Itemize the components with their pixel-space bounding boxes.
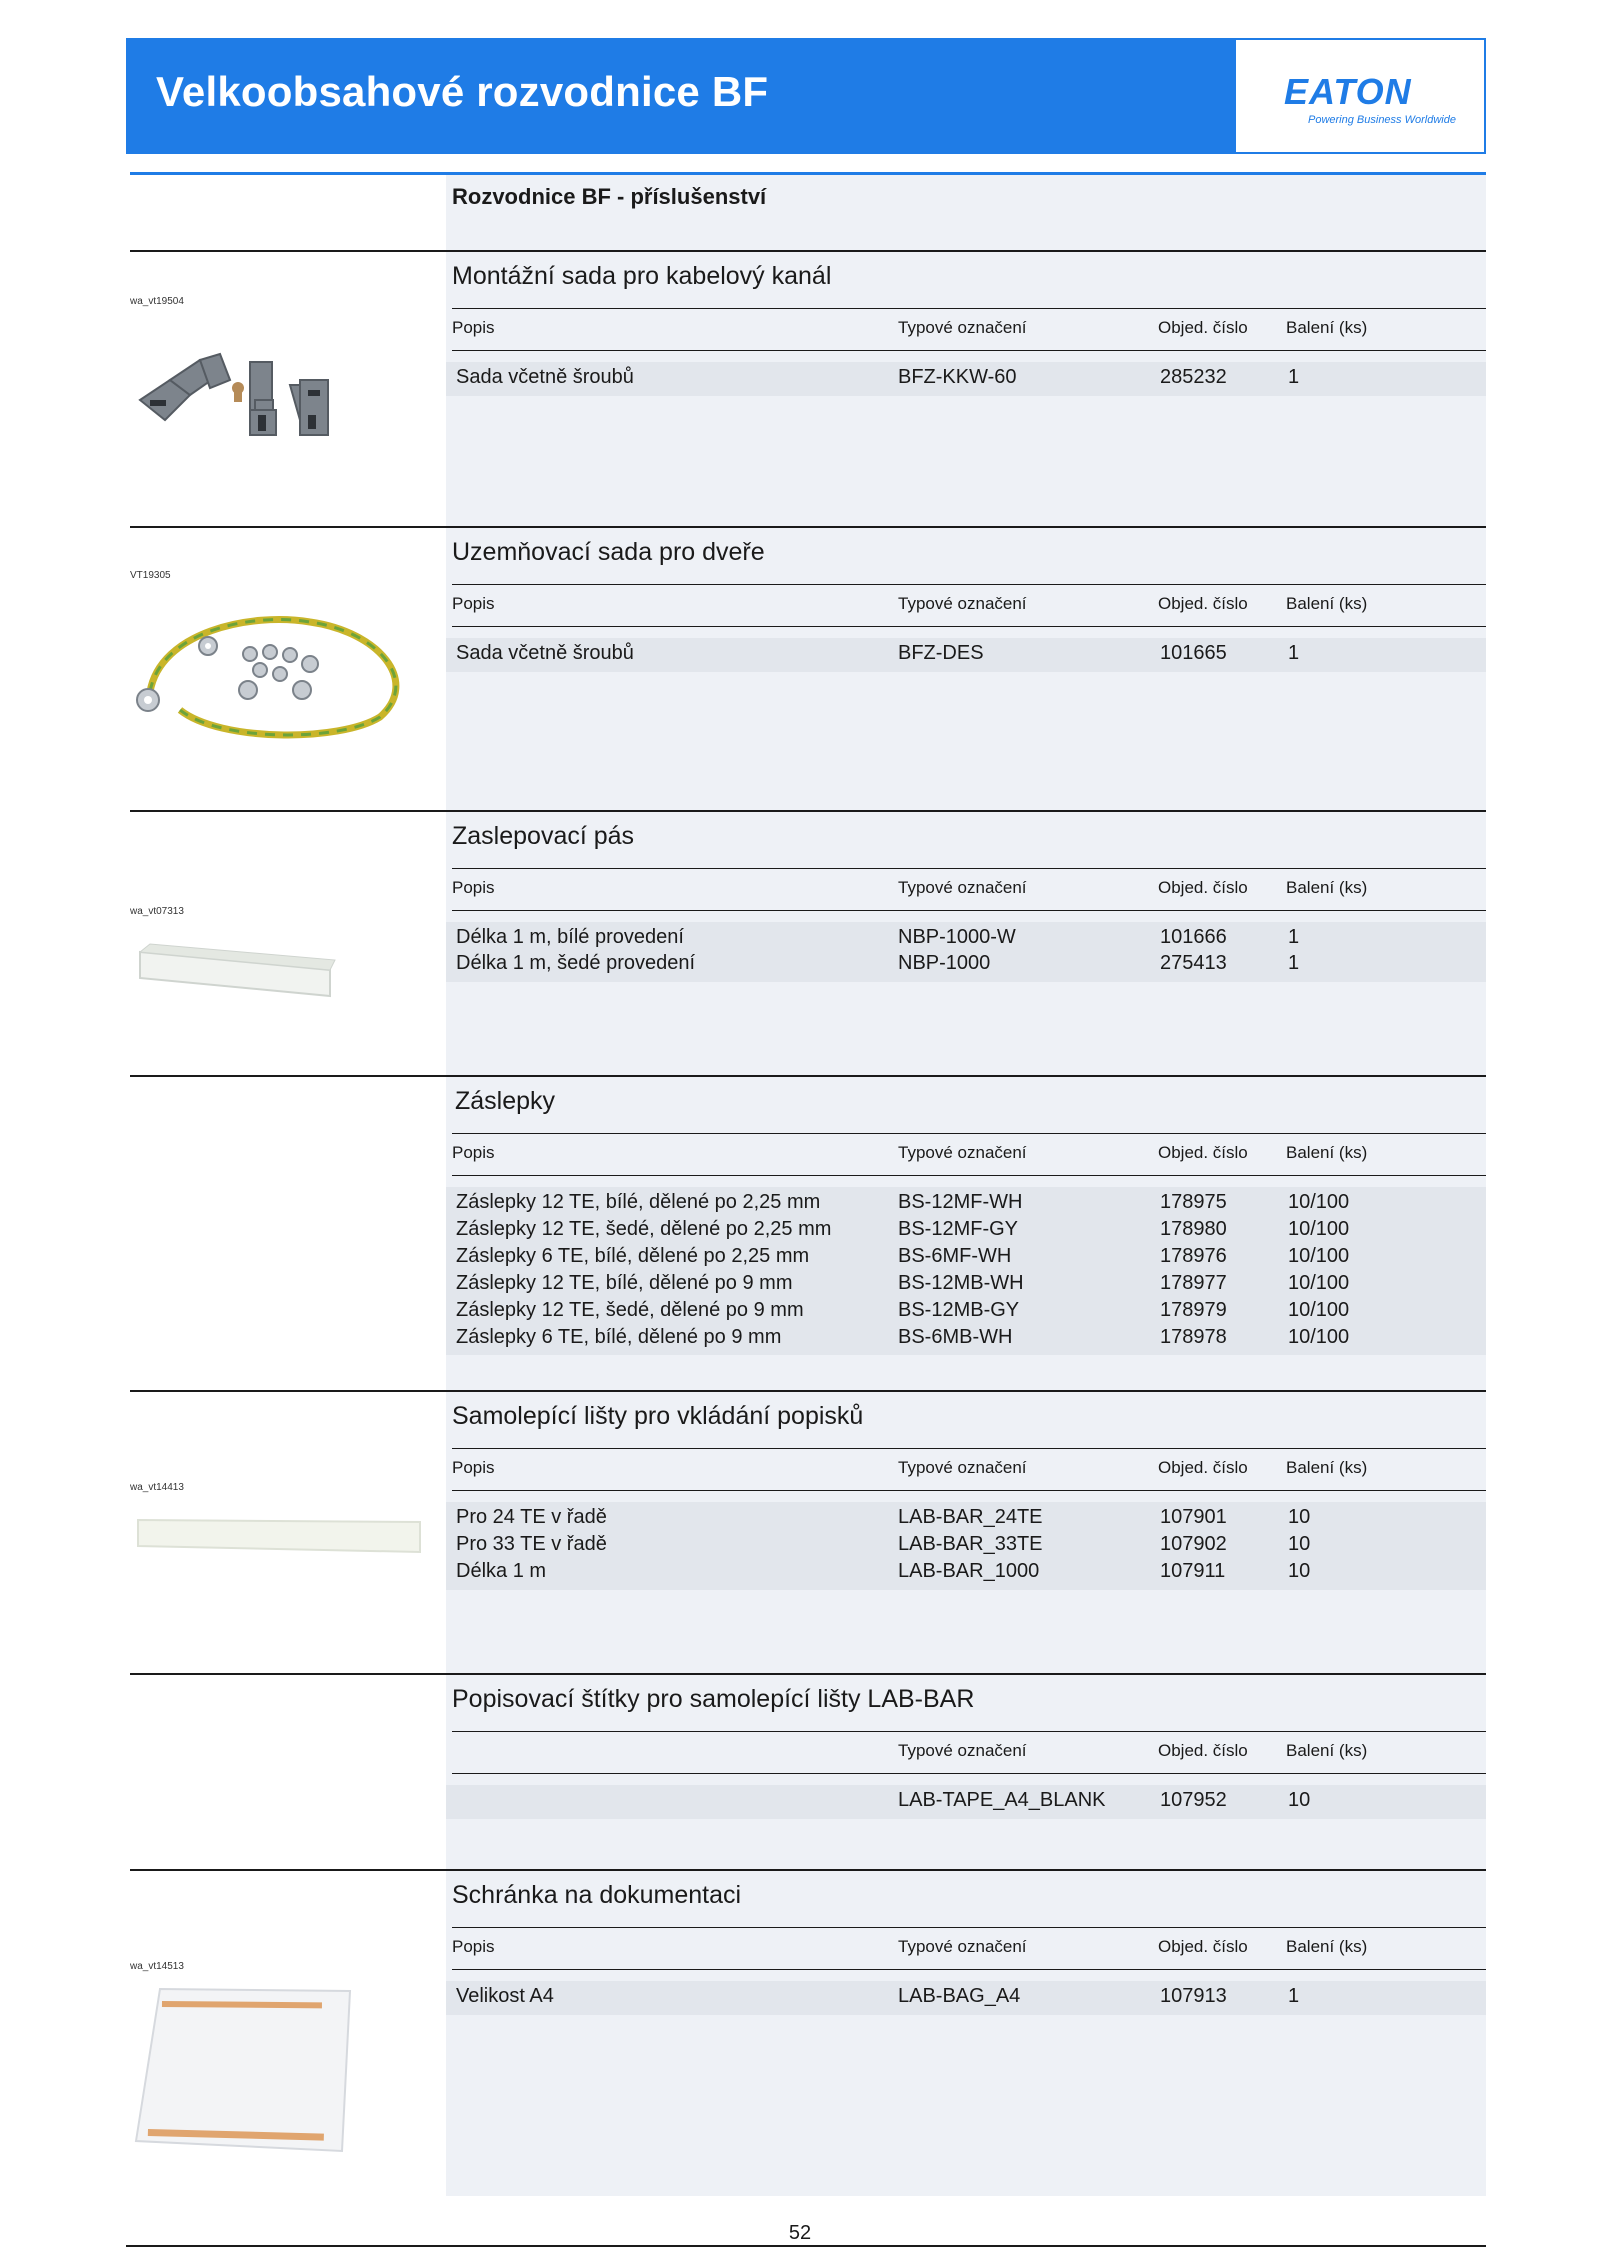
cell-baleni: 1 bbox=[1288, 926, 1300, 948]
cell-objed: 107901 bbox=[1160, 1506, 1227, 1528]
col-head-objed: Objed. číslo bbox=[1158, 318, 1248, 337]
eaton-logo bbox=[1236, 40, 1484, 152]
table-header-rule bbox=[452, 350, 1486, 351]
table-header-rule bbox=[452, 1927, 1486, 1928]
cell-objed: 178980 bbox=[1160, 1218, 1227, 1240]
col-head-popis: Popis bbox=[452, 1143, 495, 1162]
section-title: Zaslepovací pás bbox=[452, 822, 635, 850]
col-head-baleni: Balení (ks) bbox=[1286, 1937, 1368, 1956]
image-code: wa_vt19504 bbox=[130, 296, 184, 307]
blanking-strip-image bbox=[130, 922, 340, 1012]
cell-objed: 178975 bbox=[1160, 1191, 1227, 1213]
col-head-typ: Typové označení bbox=[898, 1143, 1027, 1162]
cell-popis: Délka 1 m bbox=[456, 1560, 547, 1582]
cell-baleni: 1 bbox=[1288, 642, 1300, 664]
cell-typ: BS-6MF-WH bbox=[898, 1245, 1012, 1267]
col-head-typ: Typové označení bbox=[898, 1458, 1027, 1477]
table-header-rule bbox=[452, 626, 1486, 627]
cell-objed: 178976 bbox=[1160, 1245, 1227, 1267]
cell-popis: Záslepky 12 TE, šedé, dělené po 2,25 mm bbox=[456, 1218, 832, 1240]
cell-typ: BFZ-KKW-60 bbox=[898, 366, 1017, 388]
cell-popis: Záslepky 6 TE, bílé, dělené po 9 mm bbox=[456, 1326, 782, 1348]
col-head-baleni: Balení (ks) bbox=[1286, 1741, 1368, 1760]
logo-wordmark: EATON bbox=[1284, 71, 1412, 112]
mounting-bracket-image bbox=[130, 340, 340, 450]
section-title: Montážní sada pro kabelový kanál bbox=[452, 262, 832, 290]
table-header-rule bbox=[452, 1448, 1486, 1449]
cell-typ: BFZ-DES bbox=[898, 642, 984, 664]
logo-tagline: Powering Business Worldwide bbox=[1308, 114, 1456, 126]
cell-typ: BS-12MF-GY bbox=[898, 1218, 1019, 1240]
cell-objed: 107902 bbox=[1160, 1533, 1227, 1555]
page-header-title: Velkoobsahové rozvodnice BF bbox=[156, 68, 769, 115]
image-code: VT19305 bbox=[130, 570, 171, 581]
cell-objed: 275413 bbox=[1160, 952, 1227, 974]
col-head-objed: Objed. číslo bbox=[1158, 1458, 1248, 1477]
cell-baleni: 10/100 bbox=[1288, 1272, 1350, 1294]
cell-popis: Sada včetně šroubů bbox=[456, 366, 634, 388]
col-head-popis: Popis bbox=[452, 878, 495, 897]
cell-objed: 178978 bbox=[1160, 1326, 1227, 1348]
cell-typ: BS-12MB-GY bbox=[898, 1299, 1020, 1321]
cell-baleni: 10/100 bbox=[1288, 1191, 1350, 1213]
cell-objed: 285232 bbox=[1160, 366, 1227, 388]
section-heading: Rozvodnice BF - příslušenství bbox=[452, 184, 767, 209]
cell-popis: Záslepky 12 TE, šedé, dělené po 9 mm bbox=[456, 1299, 804, 1321]
col-head-objed: Objed. číslo bbox=[1158, 594, 1248, 613]
col-head-baleni: Balení (ks) bbox=[1286, 1458, 1368, 1477]
section-title: Uzemňovací sada pro dveře bbox=[452, 538, 765, 566]
col-head-typ: Typové označení bbox=[898, 318, 1027, 337]
cell-baleni: 1 bbox=[1288, 952, 1300, 974]
cell-objed: 107911 bbox=[1160, 1560, 1226, 1582]
section-rule bbox=[130, 1869, 1486, 1871]
table-header-rule bbox=[452, 1133, 1486, 1134]
cell-typ: NBP-1000-W bbox=[898, 926, 1016, 948]
table-header-rule bbox=[452, 1731, 1486, 1732]
col-head-typ: Typové označení bbox=[898, 878, 1027, 897]
section-title: Záslepky bbox=[455, 1087, 556, 1115]
cell-popis: Záslepky 12 TE, bílé, dělené po 2,25 mm bbox=[456, 1191, 821, 1213]
cell-typ: LAB-BAR_1000 bbox=[898, 1560, 1040, 1582]
section-rule bbox=[130, 1390, 1486, 1392]
cell-popis: Délka 1 m, bílé provedení bbox=[456, 926, 684, 948]
section-title: Schránka na dokumentaci bbox=[452, 1881, 742, 1909]
col-head-objed: Objed. číslo bbox=[1158, 1741, 1248, 1760]
page-number: 52 bbox=[788, 2222, 812, 2244]
cell-baleni: 10/100 bbox=[1288, 1299, 1350, 1321]
col-head-baleni: Balení (ks) bbox=[1286, 878, 1368, 897]
cell-popis: Pro 24 TE v řadě bbox=[456, 1506, 607, 1528]
cell-baleni: 10 bbox=[1288, 1789, 1311, 1811]
table-header-rule bbox=[452, 584, 1486, 585]
col-head-objed: Objed. číslo bbox=[1158, 1937, 1248, 1956]
cell-typ: BS-12MB-WH bbox=[898, 1272, 1024, 1294]
table-header-rule bbox=[452, 1773, 1486, 1774]
table-header-rule bbox=[452, 910, 1486, 911]
document-pocket-image bbox=[130, 1979, 360, 2159]
col-head-popis: Popis bbox=[452, 1458, 495, 1477]
section-rule bbox=[130, 250, 1486, 252]
footer-rule bbox=[126, 2245, 1486, 2247]
col-head-typ: Typové označení bbox=[898, 1741, 1027, 1760]
col-head-baleni: Balení (ks) bbox=[1286, 594, 1368, 613]
table-header-rule bbox=[452, 1490, 1486, 1491]
table-header-rule bbox=[452, 308, 1486, 309]
cell-typ: LAB-BAR_24TE bbox=[898, 1506, 1043, 1528]
cell-typ: NBP-1000 bbox=[898, 952, 991, 974]
cell-popis: Délka 1 m, šedé provedení bbox=[456, 952, 696, 974]
cell-popis: Sada včetně šroubů bbox=[456, 642, 634, 664]
cell-baleni: 1 bbox=[1288, 1985, 1300, 2007]
section-title: Samolepící lišty pro vkládání popisků bbox=[452, 1402, 864, 1430]
header-bar bbox=[126, 38, 1486, 154]
cell-baleni: 10/100 bbox=[1288, 1245, 1350, 1267]
cell-baleni: 10 bbox=[1288, 1533, 1311, 1555]
section-rule bbox=[130, 1075, 1486, 1077]
col-head-objed: Objed. číslo bbox=[1158, 878, 1248, 897]
col-head-objed: Objed. číslo bbox=[1158, 1143, 1248, 1162]
table-header-rule bbox=[452, 1175, 1486, 1176]
cell-objed: 101665 bbox=[1160, 642, 1227, 664]
cell-popis: Velikost A4 bbox=[456, 1985, 554, 2007]
grounding-cable-image bbox=[130, 592, 410, 742]
col-head-popis: Popis bbox=[452, 1937, 495, 1956]
top-divider bbox=[130, 172, 1486, 175]
cell-typ: LAB-BAG_A4 bbox=[898, 1985, 1021, 2007]
col-head-baleni: Balení (ks) bbox=[1286, 1143, 1368, 1162]
cell-typ: LAB-BAR_33TE bbox=[898, 1533, 1043, 1555]
image-code: wa_vt14413 bbox=[130, 1482, 184, 1493]
cell-baleni: 10 bbox=[1288, 1506, 1311, 1528]
col-head-typ: Typové označení bbox=[898, 594, 1027, 613]
table-header-rule bbox=[452, 1969, 1486, 1970]
section-rule bbox=[130, 1673, 1486, 1675]
col-head-typ: Typové označení bbox=[898, 1937, 1027, 1956]
image-code: wa_vt14513 bbox=[130, 1961, 184, 1972]
cell-typ: BS-12MF-WH bbox=[898, 1191, 1023, 1213]
cell-baleni: 10/100 bbox=[1288, 1326, 1350, 1348]
section-title: Popisovací štítky pro samolepící lišty LAB-BAR bbox=[452, 1685, 975, 1713]
cell-objed: 178979 bbox=[1160, 1299, 1227, 1321]
section-rule bbox=[130, 810, 1486, 812]
col-head-popis: Popis bbox=[452, 318, 495, 337]
cell-baleni: 10/100 bbox=[1288, 1218, 1350, 1240]
cell-popis: Záslepky 12 TE, bílé, dělené po 9 mm bbox=[456, 1272, 793, 1294]
cell-objed: 178977 bbox=[1160, 1272, 1227, 1294]
cell-baleni: 1 bbox=[1288, 366, 1300, 388]
cell-objed: 107952 bbox=[1160, 1789, 1227, 1811]
label-strip-image bbox=[130, 1508, 430, 1568]
cell-typ: LAB-TAPE_A4_BLANK bbox=[898, 1789, 1106, 1811]
col-head-baleni: Balení (ks) bbox=[1286, 318, 1368, 337]
table-header-rule bbox=[452, 868, 1486, 869]
cell-popis: Pro 33 TE v řadě bbox=[456, 1533, 607, 1555]
image-code: wa_vt07313 bbox=[130, 906, 184, 917]
cell-objed: 107913 bbox=[1160, 1985, 1227, 2007]
section-rule bbox=[130, 526, 1486, 528]
cell-popis: Záslepky 6 TE, bílé, dělené po 2,25 mm bbox=[456, 1245, 810, 1267]
cell-baleni: 10 bbox=[1288, 1560, 1311, 1582]
cell-objed: 101666 bbox=[1160, 926, 1227, 948]
col-head-popis: Popis bbox=[452, 594, 495, 613]
cell-typ: BS-6MB-WH bbox=[898, 1326, 1013, 1348]
